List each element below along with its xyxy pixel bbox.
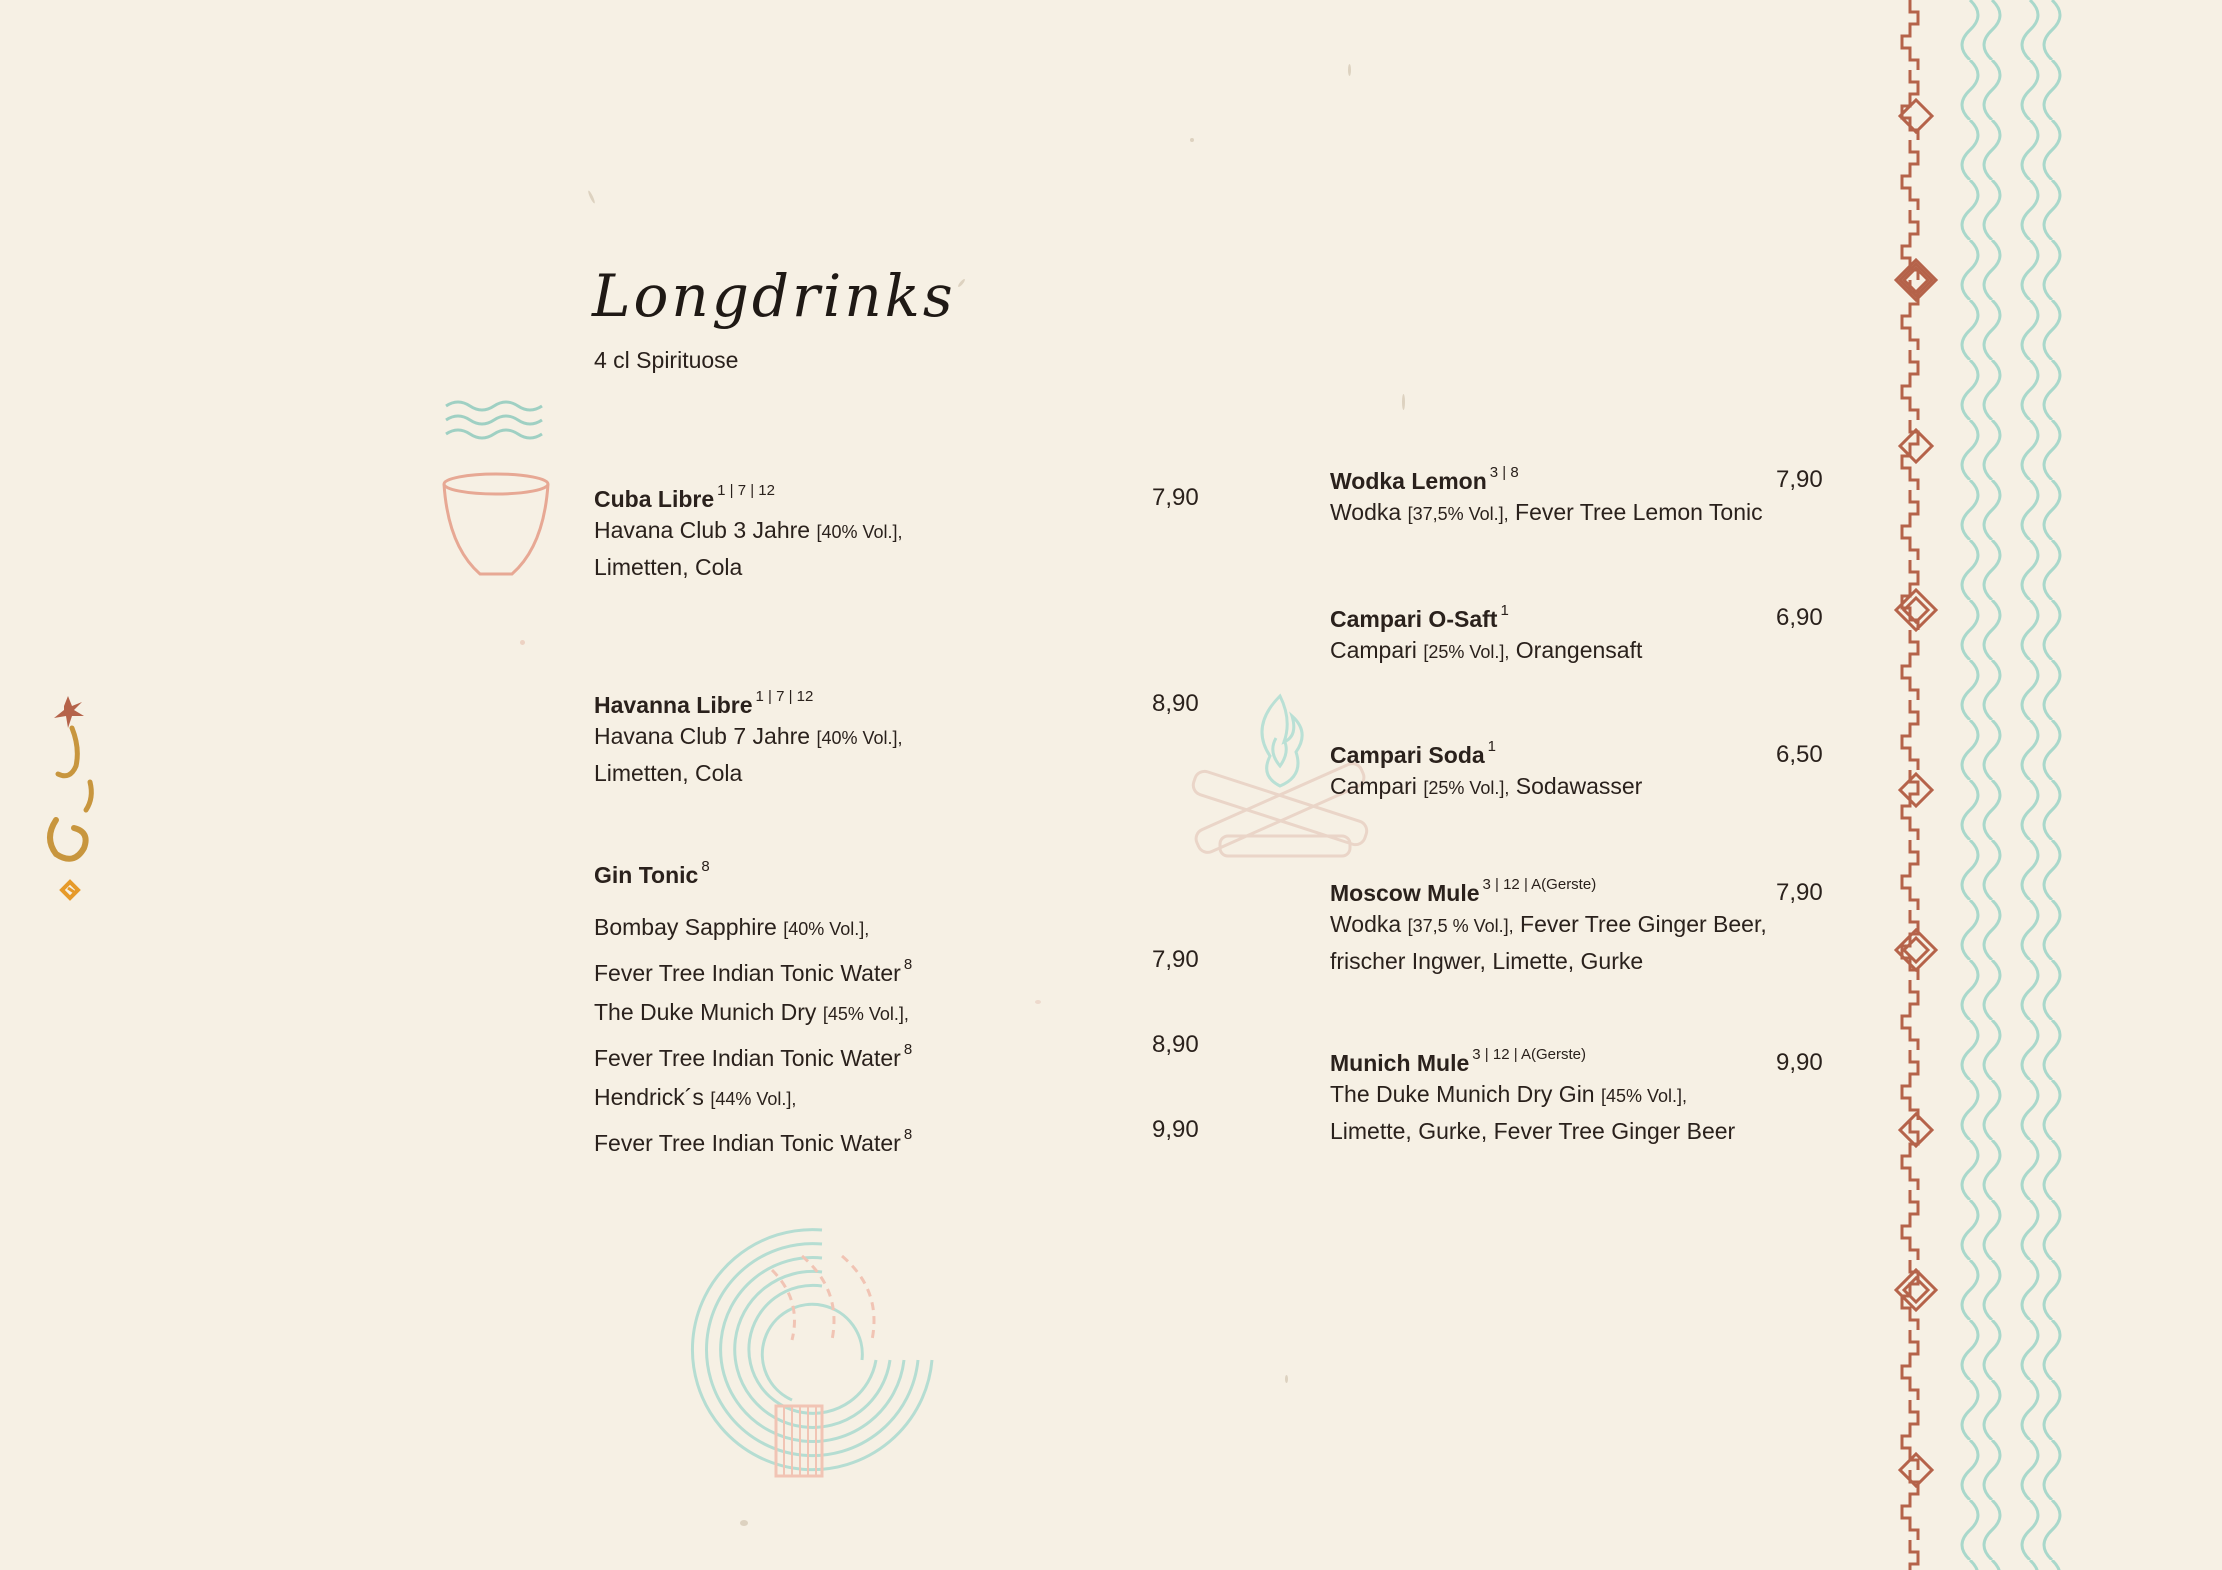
page-subtitle: 4 cl Spirituose: [594, 347, 739, 373]
item-mixers: Fever Tree Lemon Tonic: [1515, 499, 1763, 525]
cup-waves-icon: [440, 396, 560, 586]
item-spirit: Wodka: [1330, 911, 1402, 937]
item-name: Campari Soda: [1330, 742, 1485, 768]
variant-mixer: Fever Tree Indian Tonic Water: [594, 960, 901, 986]
item-description: [1330, 495, 1950, 532]
item-extras: frischer Ingwer, Limette, Gurke: [1330, 948, 1644, 974]
paper-speck: [957, 278, 966, 288]
variant-volume: [40% Vol.],: [783, 919, 870, 939]
menu-item-havanna-libre: [594, 688, 1214, 791]
allergen-codes: 1 | 7 | 12: [717, 482, 775, 499]
gin-variant: [594, 995, 1214, 1076]
paper-speck: [1348, 64, 1351, 76]
item-price: 8,90: [1152, 690, 1199, 717]
paper-speck: [1190, 138, 1194, 142]
item-mixers: Limetten, Cola: [594, 760, 743, 786]
paper-speck: [587, 190, 596, 204]
allergen-codes: 3 | 12 | A(Gerste): [1482, 876, 1597, 893]
item-name: Havanna Libre: [594, 692, 753, 718]
item-mixers: Orangensaft: [1515, 637, 1643, 663]
item-description: [594, 719, 1214, 791]
item-name: Moscow Mule: [1330, 880, 1480, 906]
variant-description: [594, 995, 1214, 1076]
menu-item-campari-o-saft: [1330, 602, 1950, 670]
mixer-code: 8: [903, 1041, 913, 1058]
item-mixers: Fever Tree Ginger Beer,: [1520, 911, 1767, 937]
variant-spirit: Hendrick´s: [594, 1084, 704, 1110]
item-volume: [37,5 % Vol.],: [1407, 916, 1514, 936]
menu-item-campari-soda: [1330, 738, 1950, 806]
paper-speck: [1402, 394, 1405, 410]
variant-spirit: Bombay Sapphire: [594, 914, 777, 940]
allergen-codes: 1: [1500, 602, 1509, 619]
variant-description: [594, 910, 1214, 991]
item-volume: [25% Vol.],: [1423, 642, 1510, 662]
item-volume: [40% Vol.],: [816, 728, 903, 748]
item-name: Wodka Lemon: [1330, 468, 1487, 494]
item-mixers: Limetten, Cola: [594, 554, 743, 580]
allergen-codes: 1: [1487, 738, 1496, 755]
item-spirit: Campari: [1330, 773, 1417, 799]
menu-item-cuba-libre: [594, 482, 1214, 585]
item-name-row: [594, 688, 1214, 719]
item-name: Campari O-Saft: [1330, 606, 1498, 632]
gin-variant: [594, 1080, 1214, 1161]
menu-item-munich-mule: [1330, 1046, 1950, 1149]
menu-item-moscow-mule: [1330, 876, 1950, 979]
item-volume: [45% Vol.],: [1600, 1086, 1688, 1106]
allergen-codes: 3 | 12 | A(Gerste): [1472, 1046, 1586, 1063]
mixer-code: 8: [903, 1126, 913, 1143]
item-spirit: Havana Club 3 Jahre: [594, 517, 811, 543]
item-spirit: Wodka: [1330, 499, 1402, 525]
item-mixers: Sodawasser: [1515, 773, 1643, 799]
variant-spirit: The Duke Munich Dry: [594, 999, 817, 1025]
variant-description: [594, 1080, 1214, 1161]
item-spirit: Havana Club 7 Jahre: [594, 723, 811, 749]
mixer-code: 8: [903, 956, 913, 973]
paper-speck: [1285, 1375, 1288, 1383]
item-description: [1330, 633, 1950, 670]
item-volume: [40% Vol.],: [816, 522, 903, 542]
item-price: 7,90: [1152, 484, 1199, 511]
item-description: [594, 513, 1214, 585]
item-price: 7,90: [1776, 879, 1823, 906]
menu-item-wodka-lemon: [1330, 464, 1950, 532]
wave-circle-icon: [672, 1210, 952, 1490]
item-volume: [37,5% Vol.],: [1407, 504, 1509, 524]
item-description: [1330, 907, 1950, 979]
variant-mixer: Fever Tree Indian Tonic Water: [594, 1045, 901, 1071]
variant-price: 9,90: [1152, 1116, 1199, 1143]
item-price: 9,90: [1776, 1049, 1823, 1076]
menu-item-gin-tonic: [594, 858, 1214, 889]
allergen-codes: 1 | 7 | 12: [755, 688, 814, 705]
item-volume: [25% Vol.],: [1423, 778, 1510, 798]
allergen-codes: 3 | 8: [1489, 464, 1519, 481]
item-extras: Limette, Gurke, Fever Tree Ginger Beer: [1330, 1118, 1736, 1144]
item-description: [1330, 769, 1950, 806]
item-name: Cuba Libre: [594, 486, 715, 512]
item-spirit: Campari: [1330, 637, 1417, 663]
variant-volume: [44% Vol.],: [710, 1089, 797, 1109]
page-title: Longdrinks: [592, 262, 956, 330]
logo-mark: [34, 688, 114, 928]
item-price: 7,90: [1776, 466, 1823, 493]
variant-price: 7,90: [1152, 946, 1199, 973]
variant-volume: [45% Vol.],: [822, 1004, 909, 1024]
item-name: Gin Tonic: [594, 862, 699, 888]
gin-variant: [594, 910, 1214, 991]
item-spirit: The Duke Munich Dry Gin: [1330, 1081, 1595, 1107]
item-name-row: [594, 482, 1214, 513]
item-price: 6,50: [1776, 741, 1823, 768]
variant-price: 8,90: [1152, 1031, 1199, 1058]
item-name: Munich Mule: [1330, 1050, 1470, 1076]
paper-speck: [740, 1520, 748, 1526]
item-price: 6,90: [1776, 604, 1823, 631]
variant-mixer: Fever Tree Indian Tonic Water: [594, 1130, 901, 1156]
allergen-codes: 8: [701, 858, 710, 875]
item-description: [1330, 1077, 1950, 1149]
paper-speck: [520, 640, 525, 645]
